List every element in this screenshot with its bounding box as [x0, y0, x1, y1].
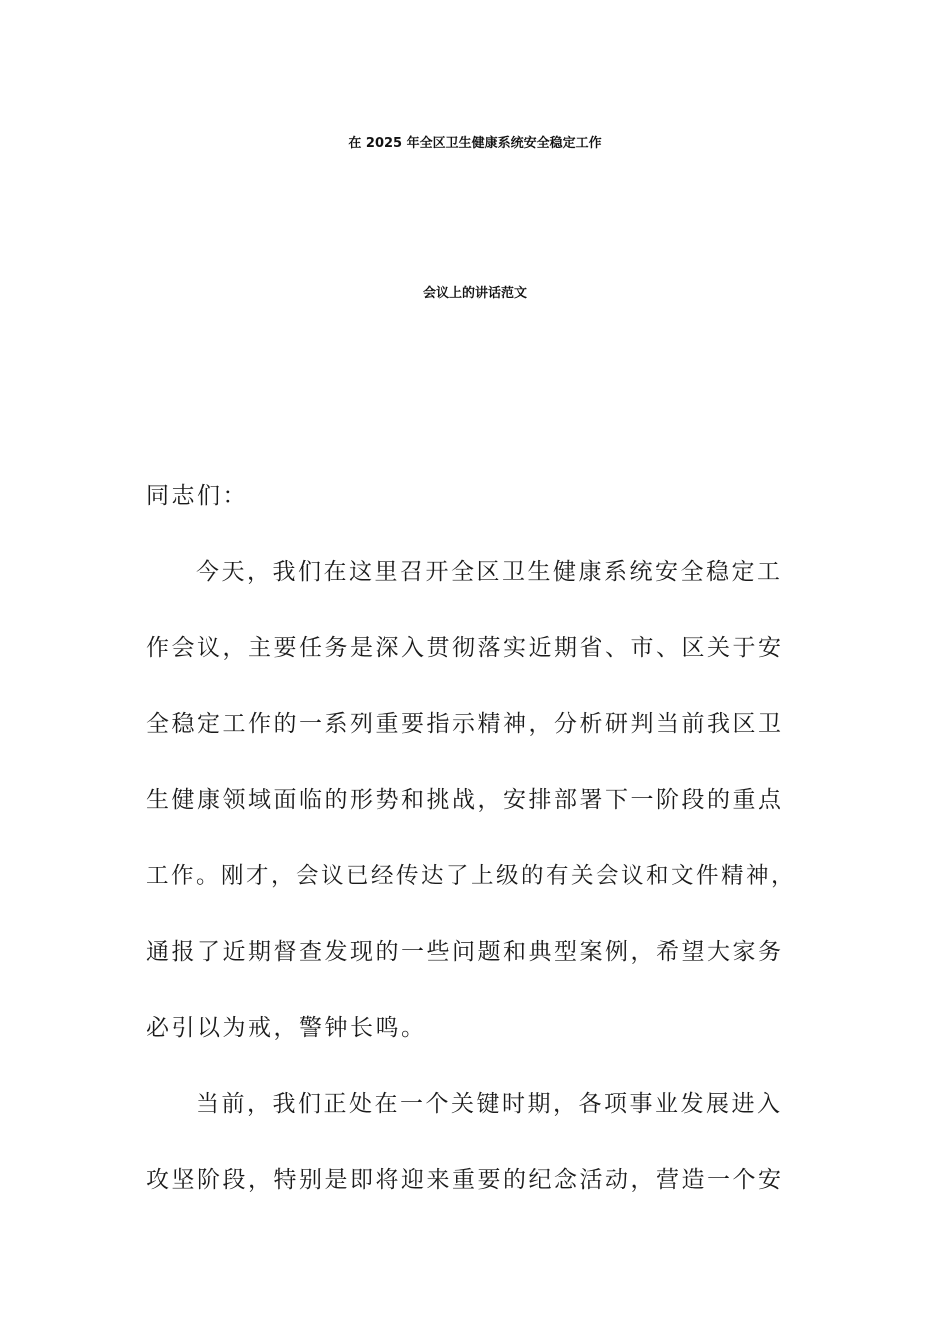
paragraph-2	[146, 1066, 786, 1218]
paragraph-1-line: 作会议，主要任务是深入贯彻落实近期省、市、区关于安	[146, 635, 784, 661]
paragraph-1-line: 通报了近期督查发现的一些问题和典型案例，希望大家务	[146, 939, 784, 965]
paragraph-1-line: 必引以为戒，警钟长鸣。	[146, 1015, 427, 1041]
paragraph-1-line: 全稳定工作的一系列重要指示精神，分析研判当前我区卫	[146, 711, 784, 737]
paragraph-2-line: 攻坚阶段，特别是即将迎来重要的纪念活动，营造一个安	[146, 1167, 784, 1193]
paragraph-1-line: 今天，我们在这里召开全区卫生健康系统安全稳定工	[196, 559, 783, 585]
document-title-line-2: 会议上的讲话范文	[422, 286, 527, 301]
salutation: 同志们：	[146, 483, 248, 509]
paragraph-1-line: 工作。刚才，会议已经传达了上级的有关会议和文件精神，	[146, 863, 797, 889]
paragraph-1	[146, 534, 797, 1066]
paragraph-2-line: 当前，我们正处在一个关键时期，各项事业发展进入	[196, 1091, 783, 1117]
document-title-line-1: 在 2025 年全区卫生健康系统安全稳定工作	[348, 136, 602, 151]
paragraph-1-line: 生健康领域面临的形势和挑战，安排部署下一阶段的重点	[146, 787, 784, 813]
